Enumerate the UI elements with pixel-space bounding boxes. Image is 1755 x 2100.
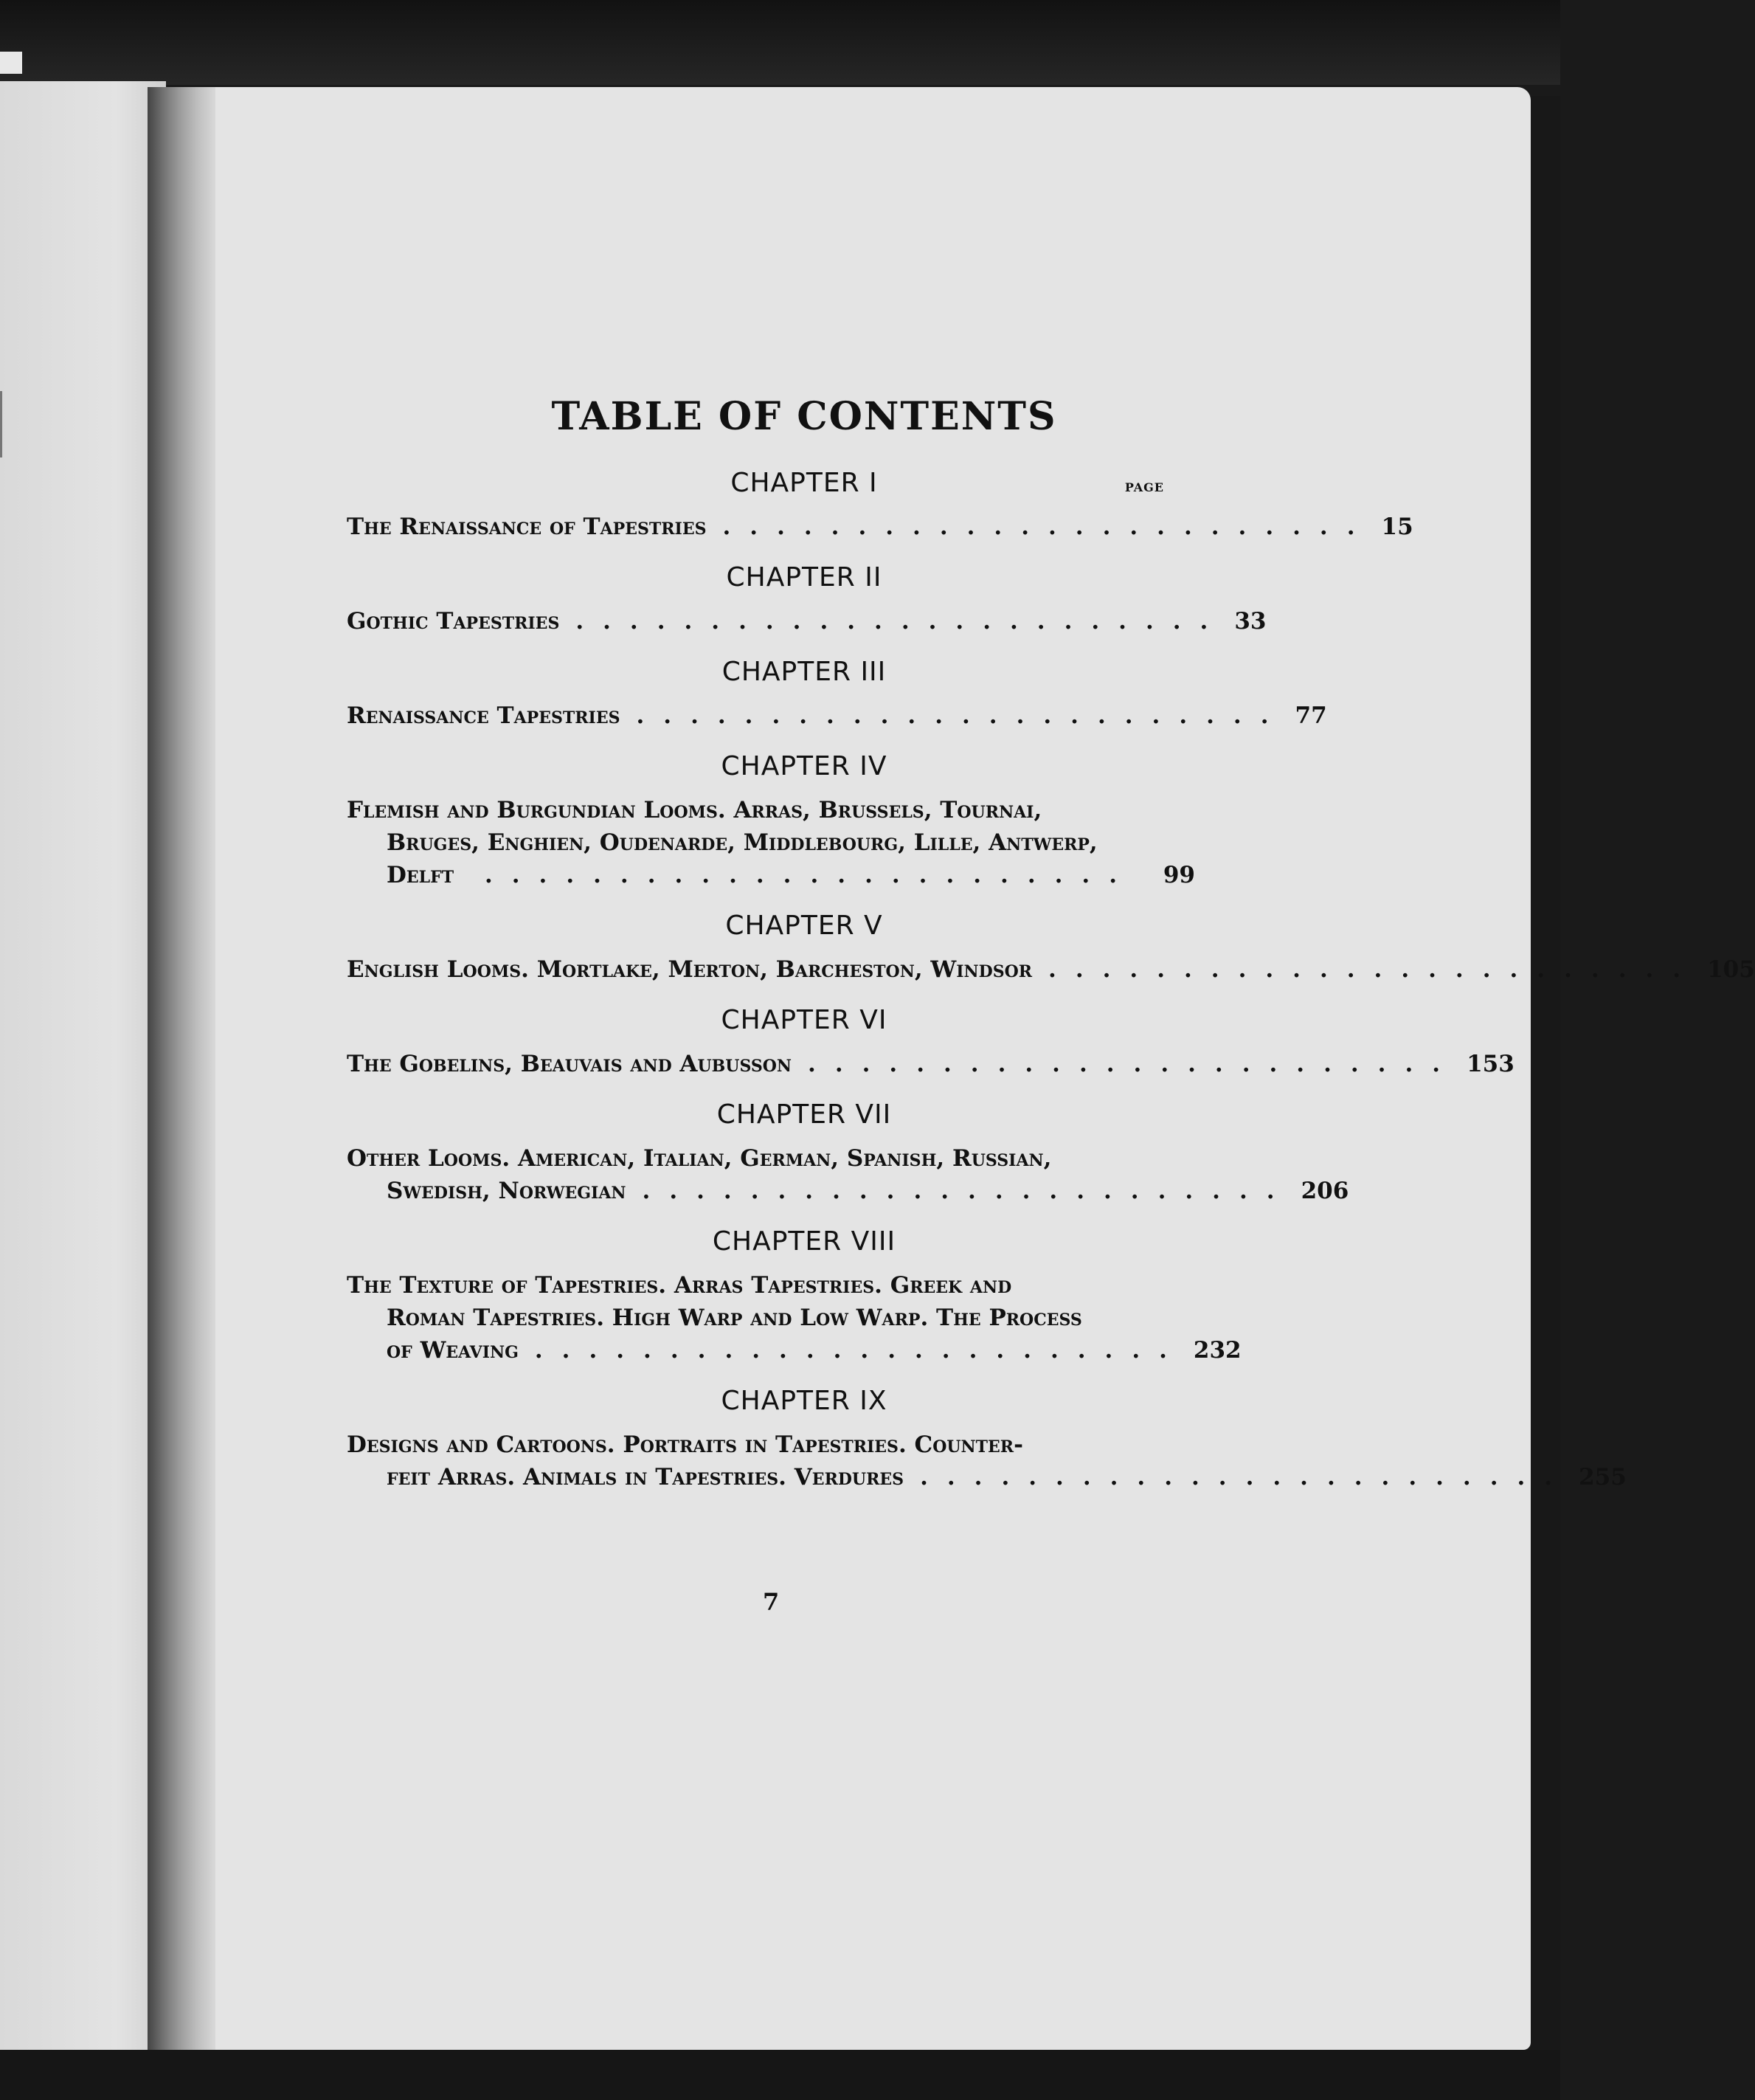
left-page-edge [0,391,13,457]
toc-entry-line [347,826,1195,859]
toc-entry-text: Renaissance Tapestries [347,702,620,729]
chapter-heading-label: CHAPTER IV [721,751,887,781]
toc-entry [347,794,1195,891]
dot-leaders: ........................ [534,1337,1186,1364]
scan-border-bottom [0,2050,1560,2100]
chapter-heading [347,1002,1195,1039]
chapter-heading-label: CHAPTER IX [721,1386,887,1416]
toc-entry-text: The Texture of Tapestries. Arras Tapestries. Greek and [347,1272,1012,1299]
toc-entry [347,1429,1627,1493]
chapter-heading-label: CHAPTER VII [716,1099,892,1130]
toc-page-number: 255 [1579,1464,1627,1491]
toc-page-number: 15 [1381,514,1413,540]
chapter-heading [347,1223,1195,1260]
dot-leaders: ........................ [642,1178,1294,1204]
toc-entry-line [347,1302,1195,1334]
dot-leaders: ........................ [484,862,1136,888]
chapter-heading-label: CHAPTER I [730,468,878,498]
chapter-heading-label: CHAPTER VIII [712,1226,896,1257]
toc-entry-text: of Weaving [387,1337,519,1364]
toc-entry-line [347,794,1195,826]
toc-entry [347,953,1755,986]
toc-entry-line [347,1048,1515,1080]
toc-entry-line [347,1334,1242,1367]
toc-entry-line [347,953,1755,986]
toc-entry-text: The Gobelins, Beauvais and Aubusson [347,1051,792,1077]
book-gutter [148,87,218,2050]
toc-entry-line [347,1429,1195,1461]
dot-leaders: ........................ [1048,956,1700,983]
toc-entry [347,700,1327,732]
toc-page-number: 153 [1467,1051,1515,1077]
dot-leaders: ........................ [920,1464,1572,1491]
toc-page-number: 77 [1295,702,1327,729]
toc-entry [347,1048,1515,1080]
dot-leaders: ........................ [575,608,1228,635]
dot-leaders: ........................ [636,702,1288,729]
toc-entry-line [347,511,1413,543]
toc-entry-text: Flemish and Burgundian Looms. Arras, Brussels, Tournai, [347,797,1042,823]
toc-entry [347,1142,1349,1207]
chapter-heading [347,1383,1195,1420]
chapter-heading [347,908,1195,944]
toc-entry-line [347,605,1267,638]
toc-entry-line [347,700,1327,732]
toc-entry-text: Other Looms. American, Italian, German, Spanish, Russian, [347,1145,1052,1172]
toc-entry-text: Designs and Cartoons. Portraits in Tapestries. Counter- [347,1431,1023,1458]
toc-entry-line [347,1142,1195,1175]
page-number: 7 [763,1588,780,1616]
toc-page-number: 105 [1707,956,1755,983]
toc-page-number: 206 [1301,1178,1349,1204]
toc-entry-line [347,1175,1349,1207]
toc-page-number: 33 [1234,608,1267,635]
chapter-heading [347,465,1195,502]
toc-entry [347,1269,1242,1367]
toc-entry-text: English Looms. Mortlake, Merton, Barcheston, Windsor [347,956,1033,983]
chapter-heading-label: CHAPTER V [725,911,883,941]
dot-leaders: ........................ [722,514,1374,540]
toc-entry-text: Roman Tapestries. High Warp and Low Warp. The Process [387,1305,1082,1331]
left-page-tab [0,52,22,74]
chapter-heading-label: CHAPTER II [726,562,882,593]
toc-entry-line [347,1461,1627,1493]
toc-entry-text: Delft [387,862,454,888]
toc-entry [347,605,1267,638]
toc-entry [347,511,1413,543]
toc-page-number: 232 [1193,1337,1242,1364]
toc-entry-text: Swedish, Norwegian [387,1178,626,1204]
toc-page-number: 99 [1163,862,1195,888]
dot-leaders: ........................ [808,1051,1460,1077]
toc-entry-text: feit Arras. Animals in Tapestries. Verdures [387,1464,904,1491]
toc-entry-text: Bruges, Enghien, Oudenarde, Middlebourg, Lille, Antwerp, [387,829,1098,856]
toc-entry-line [347,1269,1195,1302]
scan-border-right [1531,96,1560,2051]
page-column-label: PAGE [1124,480,1164,494]
chapter-heading-label: CHAPTER III [721,657,887,687]
page-title: TABLE OF CONTENTS [551,394,1057,439]
chapter-heading [347,559,1195,596]
chapter-heading-label: CHAPTER VI [721,1005,887,1035]
chapter-heading [347,654,1195,691]
scan-border-top [0,0,1560,85]
chapter-heading [347,748,1195,785]
table-of-contents [347,391,1755,1493]
toc-entry-text: The Renaissance of Tapestries [347,514,707,540]
toc-entry-line [347,859,1195,891]
toc-entry-text: Gothic Tapestries [347,608,560,635]
chapter-list [347,465,1755,1493]
left-page [0,81,166,2051]
chapter-heading [347,1096,1195,1133]
